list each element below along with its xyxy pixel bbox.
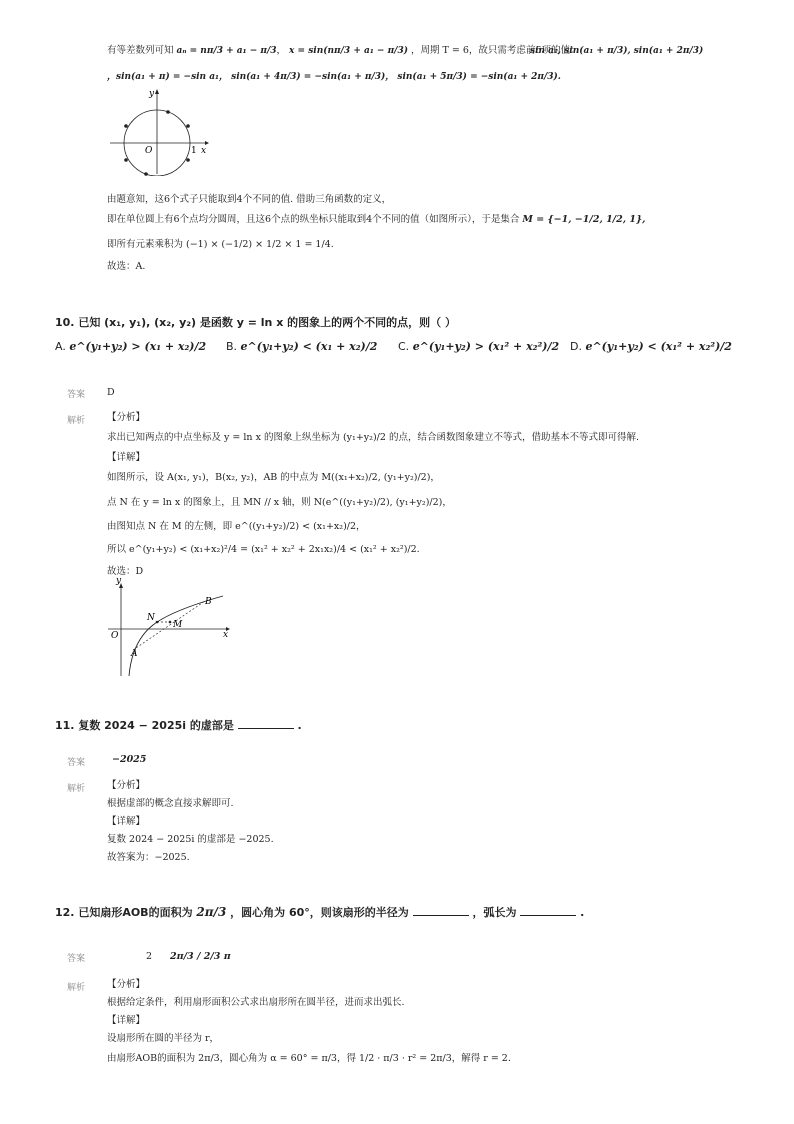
q11-fenxi-text: 根据虚部的概念直接求解即可. (107, 798, 234, 809)
q9-values-a: sin a₁, sin(a₁ + π/3), sin(a₁ + 2π/3) (530, 46, 704, 56)
q9-one-label: 1 (191, 146, 197, 156)
q11-answer: −2025 (112, 754, 147, 765)
q11-xiangjie: 【详解】 (107, 816, 146, 827)
q10-detail-4: 所以 e^(y₁+y₂) < (x₁+x₂)²/4 = (x₁² + x₂² + 2x₁x₂)/4 < (x₁² + x₂²)/2. (107, 544, 420, 555)
q12-stem: 12. 已知扇形AOB的面积为 2π/3 ，圆心角为 60°，则该扇形的半径为 ，弧长为 . (55, 905, 585, 919)
q10-point-b: B (205, 597, 212, 607)
q10-y-label: y (116, 578, 122, 586)
q10-origin-label: O (111, 631, 119, 641)
q10-fenxi-text: 求出已知两点的中点坐标及 y = ln x 的图象上纵坐标为 (y₁+y₂)/2 的点，结合函数图象建立不等式，借助基本不等式即可得解. (107, 432, 639, 443)
q9-an-formula: aₙ = nπ/3 + a₁ − π/3 (176, 46, 277, 56)
q10-analysis-label: 解析 (67, 416, 86, 426)
q9-period-text: ，周期 T = 6，故只需考虑前6项的值： (411, 45, 580, 56)
q10-answer: D (107, 387, 115, 398)
q11-answer-label: 答案 (67, 758, 86, 768)
q10-point-a: A (131, 649, 138, 659)
q9-line4: 即在单位圆上有6个点均分圆周，且这6个点的纵坐标只能取到4个不同的值（如图所示），于是集合 M = {−1, −1/2, 1/2, 1}, (107, 214, 646, 225)
q12-fenxi: 【分析】 (107, 979, 146, 990)
q10-fenxi: 【分析】 (107, 412, 146, 423)
q10-answer-label: 答案 (67, 390, 86, 400)
q12-answer-1: 2 (146, 951, 153, 962)
q10-lnx-figure (105, 578, 235, 678)
q9-line1-text: 有等差数列可知 (107, 45, 174, 56)
q9-x-label: x (201, 146, 207, 156)
q9-y-label: y (149, 89, 155, 99)
q12-analysis-label: 解析 (67, 983, 86, 993)
q12-arc-blank[interactable] (520, 905, 576, 916)
q11-analysis-label: 解析 (67, 784, 86, 794)
q10-point-m: M (173, 620, 183, 630)
q10-option-c[interactable]: C. e^(y₁+y₂) > (x₁² + x₂²)/2 (398, 340, 560, 353)
q12-xiangjie: 【详解】 (107, 1015, 146, 1026)
q10-x-label: x (223, 630, 229, 640)
q9-origin-label: O (145, 146, 153, 156)
q10-xiangjie: 【详解】 (107, 452, 146, 463)
q10-stem: 10. 已知 (x₁, y₁), (x₂, y₂) 是函数 y = ln x 的图象上的两个不同的点，则（ ） (55, 316, 456, 329)
q11-detail-1: 复数 2024 − 2025i 的虚部是 −2025. (107, 834, 274, 845)
q10-detail-5: 故选：D (107, 566, 144, 577)
q11-stem: 11. 复数 2024 − 2025i 的虚部是 . (55, 719, 302, 732)
q9-line3: 由题意知，这6个式子只能取到4个不同的值. 借助三角函数的定义， (107, 194, 392, 205)
q9-set-M: M = {−1, −1/2, 1/2, 1}, (522, 214, 646, 225)
q12-area-value: 2π/3 (196, 905, 227, 919)
q12-detail-1: 设扇形所在圆的半径为 r， (107, 1033, 220, 1044)
q10-option-b[interactable]: B. e^(y₁+y₂) < (x₁ + x₂)/2 (226, 340, 378, 353)
q9-line5: 即所有元素乘积为 (−1) × (−1/2) × 1/2 × 1 = 1/4. (107, 239, 334, 250)
q10-chord-ab (133, 601, 205, 650)
q10-option-d[interactable]: D. e^(y₁+y₂) < (x₁² + x₂²)/2 (570, 340, 732, 353)
q9-line6: 故选：A. (107, 261, 146, 272)
q11-fenxi: 【分析】 (107, 780, 146, 791)
q10-option-a[interactable]: A. e^(y₁+y₂) > (x₁ + x₂)/2 (55, 340, 207, 353)
q12-detail-2: 由扇形AOB的面积为 2π/3，圆心角为 α = 60° = π/3，得 1/2 · π/3 · r² = 2π/3，解得 r = 2. (107, 1053, 511, 1064)
q10-detail-1: 如图所示，设 A(x₁, y₁)，B(x₂, y₂)，AB 的中点为 M((x₁+x₂)/2, (y₁+y₂)/2)， (107, 472, 440, 483)
q9-line2: ，sin(a₁ + π) = −sin a₁， sin(a₁ + 4π/3) = −sin(a₁ + π/3)， sin(a₁ + 5π/3) = −sin(a₁ + 2π/3). (107, 72, 561, 82)
q9-line1: 有等差数列可知 aₙ = nπ/3 + a₁ − π/3， x = sin(nπ/3 + a₁ − π/3) ，周期 T = 6，故只需考虑前6项的值： (107, 45, 580, 56)
q12-answer-label: 答案 (67, 954, 86, 964)
q11-answer-blank[interactable] (238, 718, 294, 729)
q12-radius-blank[interactable] (413, 905, 469, 916)
q12-fenxi-text: 根据给定条件，利用扇形面积公式求出扇形所在圆半径，进而求出弧长. (107, 997, 405, 1008)
q11-detail-2: 故答案为：−2025. (107, 852, 190, 863)
q10-detail-3: 由图知点 N 在 M 的左侧，即 e^((y₁+y₂)/2) < (x₁+x₂)/2， (107, 521, 366, 532)
q10-point-n: N (147, 613, 155, 623)
q9-unit-circle-figure (105, 86, 215, 176)
q10-detail-2: 点 N 在 y = ln x 的图象上，且 MN // x 轴，则 N(e^((y₁+y₂)/2), (y₁+y₂)/2)， (107, 497, 452, 508)
q10-lnx-curve (129, 596, 223, 676)
q9-x-formula: x = sin(nπ/3 + a₁ − π/3) (289, 46, 408, 56)
q12-answer-2: 2π/3 / 2/3 π (170, 951, 231, 962)
